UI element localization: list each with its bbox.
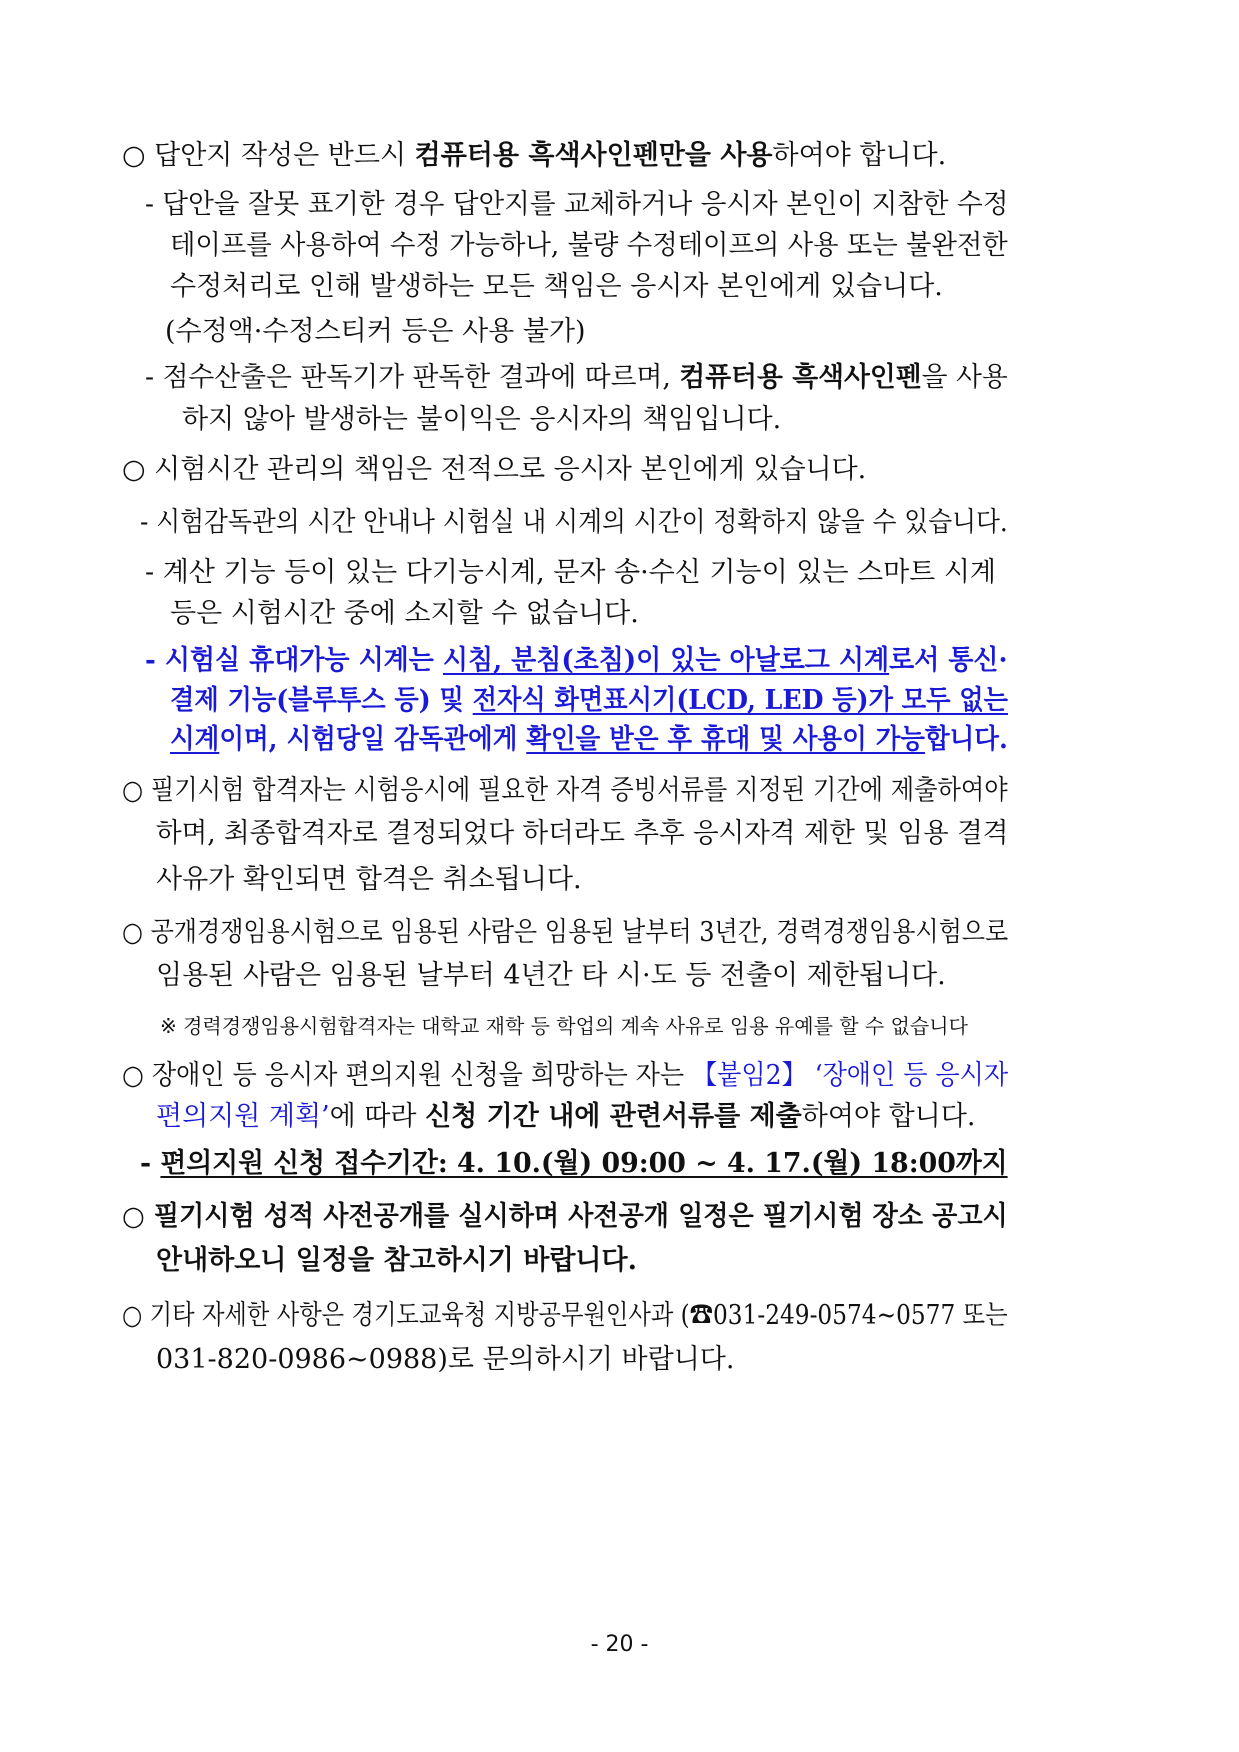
sub-item: - 시험감독관의 시간 안내나 시험실 내 시계의 시간이 정확하지 않을 수 있습니다. <box>140 507 1008 538</box>
highlighted-watch-rule: - 시험실 휴대가능 시계는 시침, 분침(초침)이 있는 아날로그 시계로서 통신· <box>145 645 1008 676</box>
footnote: ※ 경력경쟁임용시험합격자는 대학교 재학 등 학업의 계속 사유로 임용 유예를 할 수 없습니다 <box>160 1014 968 1038</box>
support-period: - 편의지원 신청 접수기간: 4. 10.(월) 09:00 ~ 4. 17.(월) 18:00까지 <box>140 1148 1008 1179</box>
bold-text: 컴퓨터용 흑색사인펜만을 사용 <box>414 140 773 171</box>
sub-item: - 계산 기능 등이 있는 다기능시계, 문자 송·수신 기능이 있는 스마트 시계 <box>145 557 996 588</box>
item-score-disclosure: ○ 필기시험 성적 사전공개를 실시하며 사전공개 일정은 필기시험 장소 공고시 <box>122 1201 1008 1232</box>
item-exam-time: ○ 시험시간 관리의 책임은 전적으로 응시자 본인에게 있습니다. <box>122 454 867 485</box>
item-documents: ○ 필기시험 합격자는 시험응시에 필요한 자격 증빙서류를 지정된 기간에 제출하여야 <box>122 775 1008 806</box>
item-cont: 안내하오니 일정을 참고하시기 바랍니다. <box>156 1245 637 1276</box>
item-contact: ○ 기타 자세한 사항은 경기도교육청 지방공무원인사과 (☎031-249-0574~0577 또는 <box>122 1300 1008 1331</box>
text: 하여야 합니다. <box>772 140 947 171</box>
sub-item-cont: 하지 않아 발생하는 불이익은 응시자의 책임입니다. <box>182 404 782 435</box>
item-answer-sheet <box>122 138 946 174</box>
item-cont: 하며, 최종합격자로 결정되었다 하더라도 추후 응시자격 제한 및 임용 결격 <box>156 818 1009 849</box>
sub-item-cont: 수정처리로 인해 발생하는 모든 책임은 응시자 본인에게 있습니다. <box>170 271 943 302</box>
item-cont: 031-820-0986~0988)로 문의하시기 바랍니다. <box>156 1344 735 1375</box>
page-number: - 20 - <box>590 1632 649 1657</box>
sub-item-note: (수정액·수정스티커 등은 사용 불가) <box>165 316 586 347</box>
sub-item-cont: 테이프를 사용하여 수정 가능하나, 불량 수정테이프의 사용 또는 불완전한 <box>170 230 1008 261</box>
item-cont: 편의지원 계획’에 따라 신청 기간 내에 관련서류를 제출하여야 합니다. <box>156 1101 976 1132</box>
text: ○ 답안지 작성은 반드시 <box>122 140 415 171</box>
sub-item: - 답안을 잘못 표기한 경우 답안지를 교체하거나 응시자 본인이 지참한 수정 <box>145 189 1009 220</box>
item-cont: 임용된 사람은 임용된 날부터 4년간 타 시·도 등 전출이 제한됩니다. <box>156 960 946 991</box>
item-disability-support: ○ 장애인 등 응시자 편의지원 신청을 희망하는 자는 【붙임2】 ‘장애인 등 응시자 <box>122 1060 1009 1091</box>
item-transfer-limit: ○ 공개경쟁임용시험으로 임용된 사람은 임용된 날부터 3년간, 경력경쟁임용시험으로 <box>122 917 1009 948</box>
item-cont: 사유가 확인되면 합격은 취소됩니다. <box>156 864 582 895</box>
highlighted-watch-rule-cont: 결제 기능(블루투스 등) 및 전자식 화면표시기(LCD, LED 등)가 모두 없는 <box>170 685 1008 716</box>
sub-item: - 점수산출은 판독기가 판독한 결과에 따르며, 컴퓨터용 흑색사인펜을 사용 <box>145 362 1008 393</box>
sub-item-cont: 등은 시험시간 중에 소지할 수 없습니다. <box>170 598 639 629</box>
highlighted-watch-rule-cont: 시계이며, 시험당일 감독관에게 확인을 받은 후 휴대 및 사용이 가능합니다. <box>170 724 1008 755</box>
